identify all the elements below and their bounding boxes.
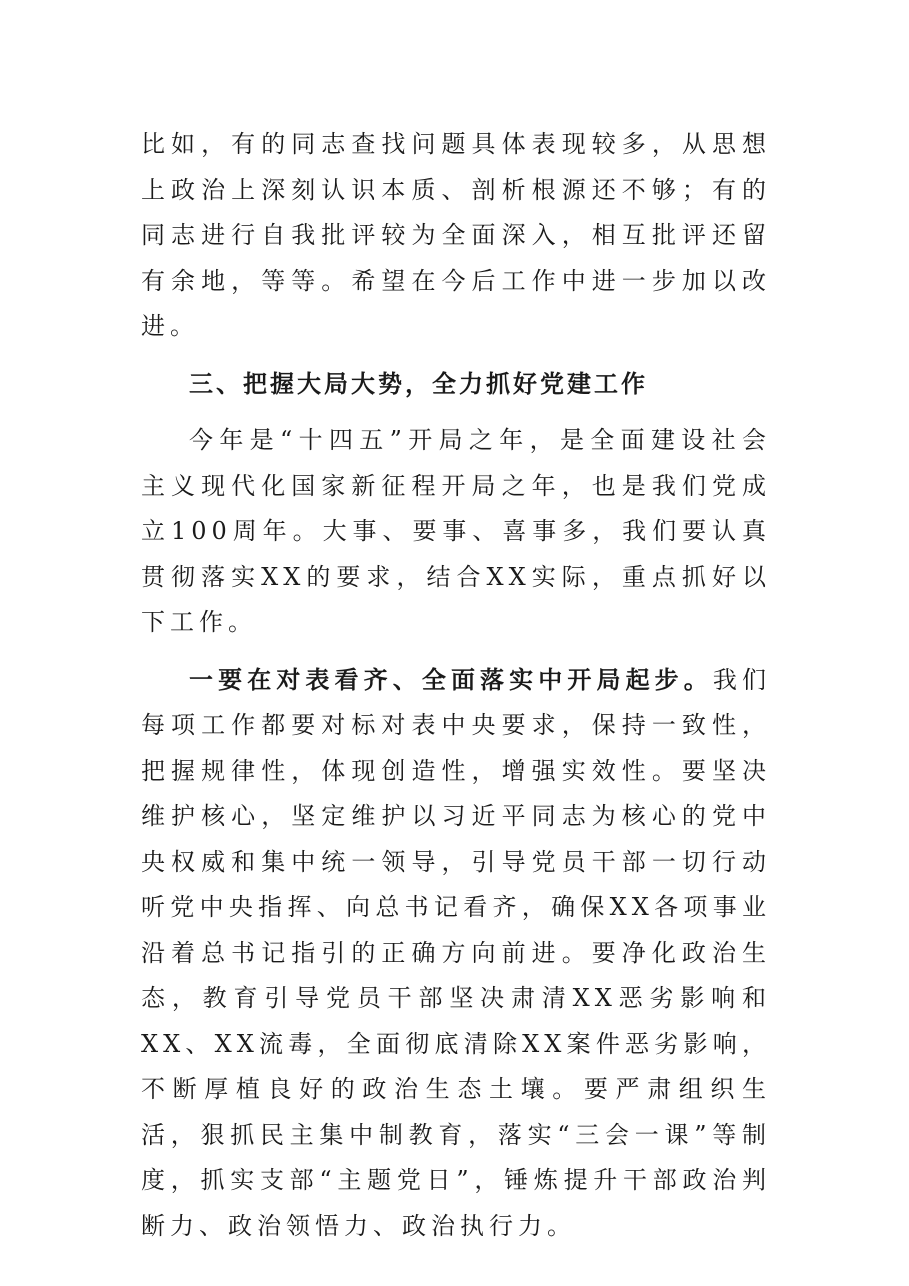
paragraph-continued: 比如，有的同志查找问题具体表现较多，从思想上政治上深刻认识本质、剖析根源还不够；有的同志进行自我批评较为全面深入，相互批评还留有余地，等等。希望在今后工作中进一步加以改进。	[141, 130, 771, 340]
paragraph-point-1	[141, 657, 771, 1250]
point-1-lead: 一要在对表看齐、全面落实中开局起步。	[189, 664, 713, 694]
point-1-body: 我们每项工作都要对标对表中央要求，保持一致性，把握规律性，体现创造性，增强实效性。要坚决维护核心，坚定维护以习近平同志为核心的党中央权威和集中统一领导，引导党员干部一切行动听党中央指挥、向总书记看齐，确保XX各项事业沿着总书记指引的正确方向前进。要净化政治生态，教育引导党员干部坚决肃清XX恶劣影响和XX、XX流毒，全面彻底清除XX案件恶劣影响，不断厚植良好的政治生态土壤。要严肃组织生活，狠抓民主集中制教育，落实“三会一课”等制度，抓实支部“主题党日”，锤炼提升干部政治判断力、政治领悟力、政治执行力。	[141, 665, 772, 1240]
section-heading: 三、把握大局大势，全力抓好党建工作	[189, 368, 648, 398]
paragraph-intro: 今年是“十四五”开局之年，是全面建设社会主义现代化国家新征程开局之年，也是我们党成立100周年。大事、要事、喜事多，我们要认真贯彻落实XX的要求，结合XX实际，重点抓好以下工作。	[141, 426, 771, 636]
document-body	[141, 122, 771, 1249]
